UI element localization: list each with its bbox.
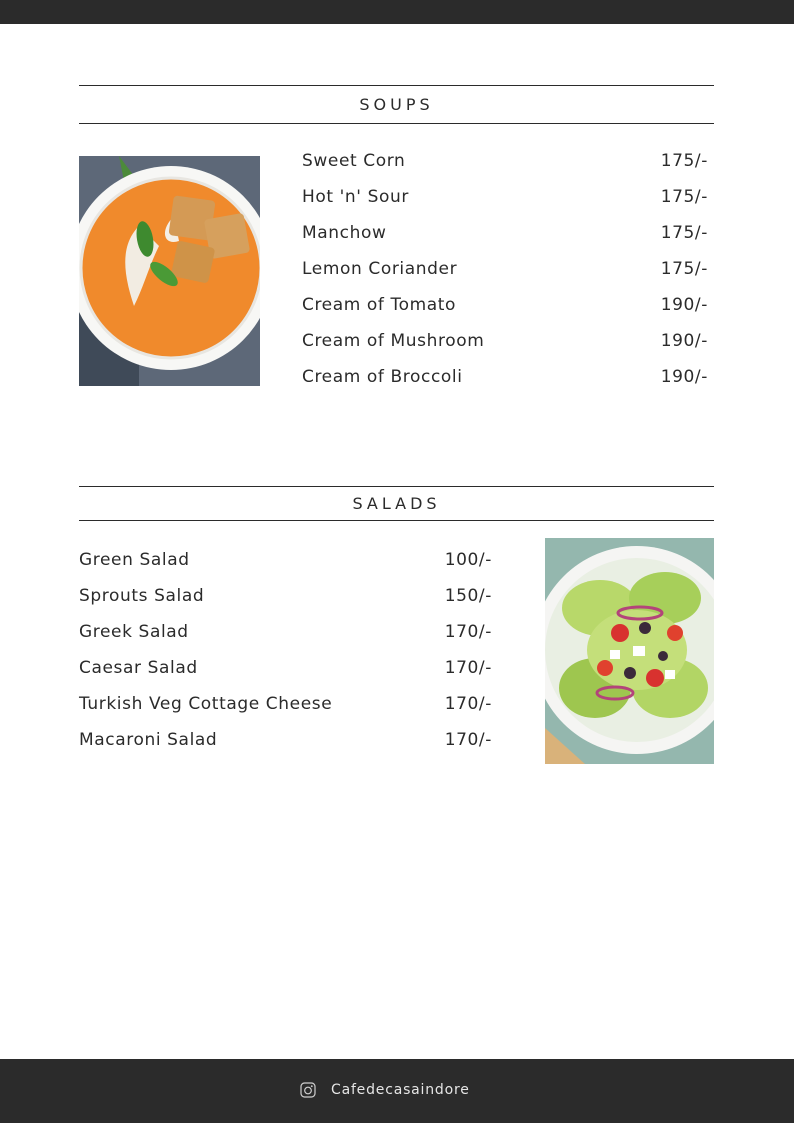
item-price: 170/- <box>444 658 492 678</box>
soups-section-title: SOUPS <box>359 95 434 114</box>
soups-list <box>302 143 708 395</box>
item-name: Cream of Tomato <box>302 295 457 315</box>
item-name: Sweet Corn <box>302 151 406 171</box>
item-price: 170/- <box>444 730 492 750</box>
social-handle[interactable] <box>300 1082 470 1098</box>
item-price: 190/- <box>660 367 708 387</box>
menu-item <box>79 542 492 578</box>
menu-item <box>79 578 492 614</box>
item-price: 170/- <box>444 622 492 642</box>
menu-item <box>79 722 492 758</box>
menu-item <box>302 287 708 323</box>
salads-section-title: SALADS <box>352 494 441 513</box>
item-name: Cream of Mushroom <box>302 331 485 351</box>
item-name: Hot 'n' Sour <box>302 187 409 207</box>
item-name: Lemon Coriander <box>302 259 458 279</box>
item-name: Manchow <box>302 223 387 243</box>
item-price: 175/- <box>660 223 708 243</box>
menu-item <box>302 143 708 179</box>
soups-section-header <box>79 85 714 124</box>
item-price: 150/- <box>444 586 492 606</box>
item-price: 190/- <box>660 295 708 315</box>
menu-item <box>302 359 708 395</box>
item-price: 175/- <box>660 151 708 171</box>
salad-photo <box>545 538 714 764</box>
item-name: Sprouts Salad <box>79 586 205 606</box>
menu-item <box>79 614 492 650</box>
menu-item <box>302 179 708 215</box>
item-price: 175/- <box>660 259 708 279</box>
item-price: 170/- <box>444 694 492 714</box>
top-bar <box>0 0 794 24</box>
menu-item <box>302 215 708 251</box>
salads-section-header <box>79 486 714 521</box>
item-name: Cream of Broccoli <box>302 367 463 387</box>
menu-item <box>79 686 492 722</box>
soup-photo <box>79 156 260 386</box>
item-name: Caesar Salad <box>79 658 198 678</box>
instagram-icon <box>300 1082 316 1098</box>
instagram-handle[interactable]: Cafedecasaindore <box>331 1082 470 1098</box>
item-name: Green Salad <box>79 550 190 570</box>
item-price: 175/- <box>660 187 708 207</box>
item-name: Greek Salad <box>79 622 189 642</box>
menu-item <box>79 650 492 686</box>
item-name: Turkish Veg Cottage Cheese <box>79 694 333 714</box>
item-price: 100/- <box>444 550 492 570</box>
salads-list <box>79 542 492 758</box>
item-price: 190/- <box>660 331 708 351</box>
menu-item <box>302 323 708 359</box>
item-name: Macaroni Salad <box>79 730 218 750</box>
menu-item <box>302 251 708 287</box>
footer <box>0 1059 794 1123</box>
